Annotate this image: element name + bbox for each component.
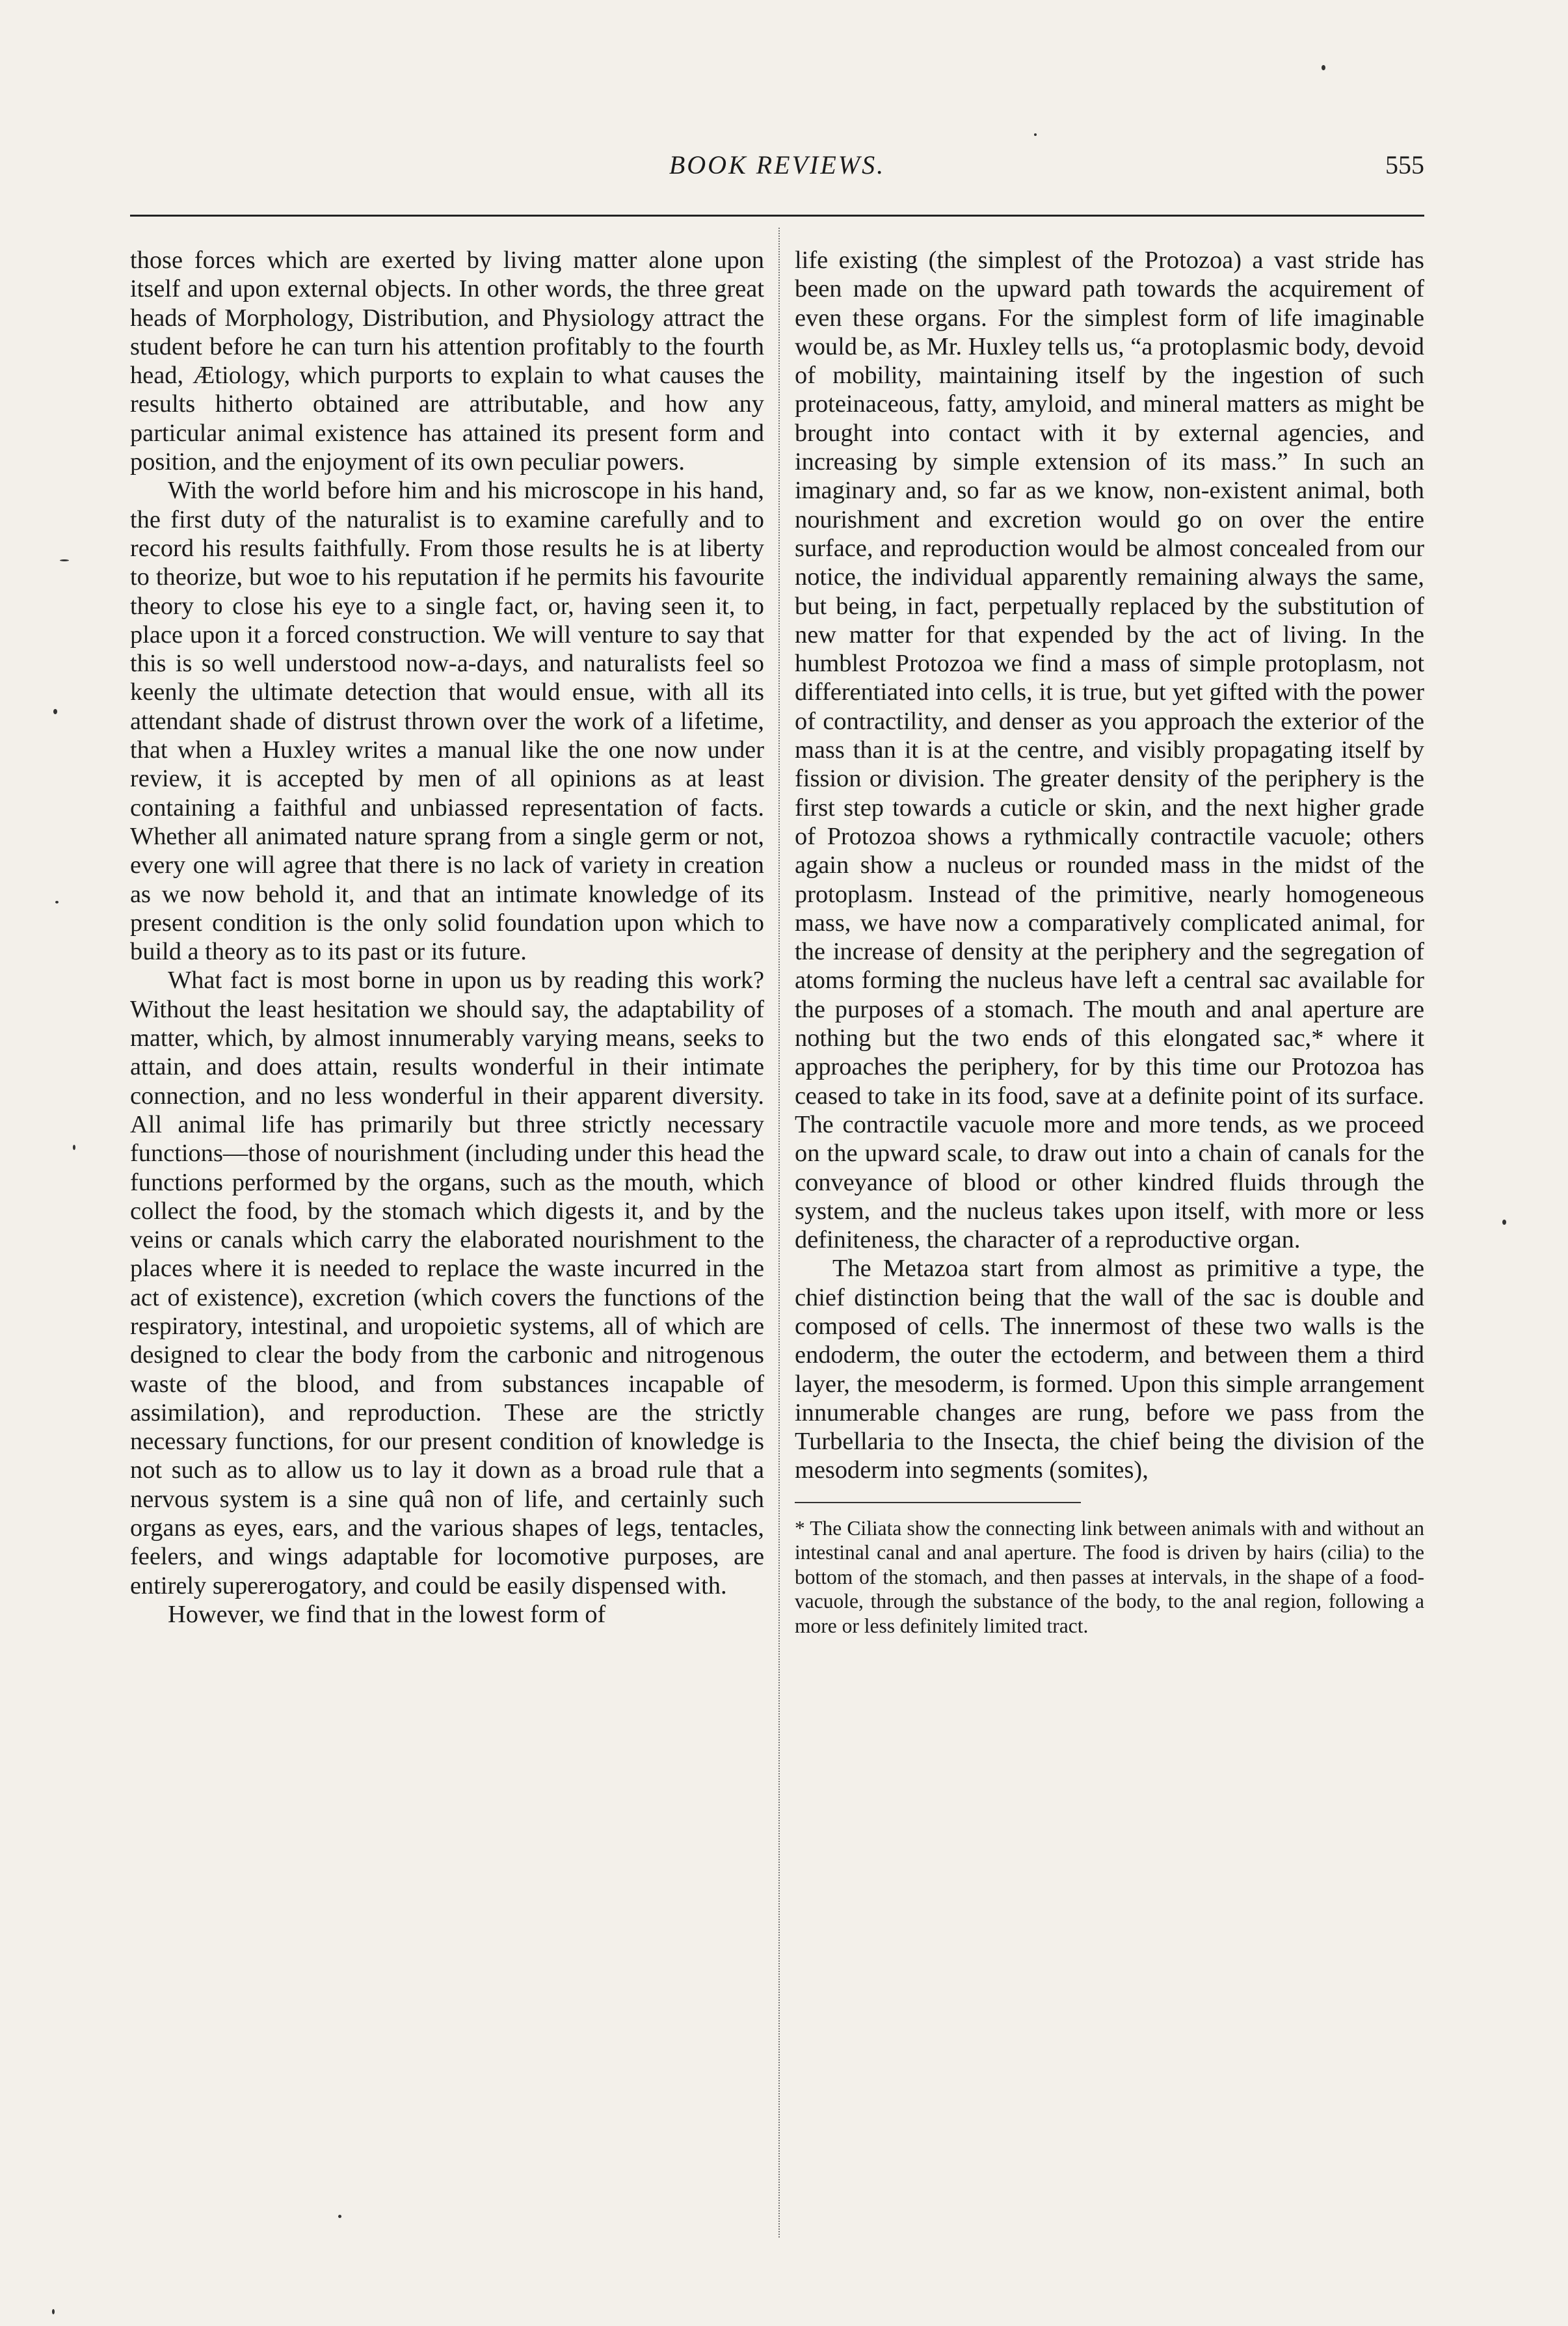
page-header xyxy=(130,150,1424,195)
header-rule xyxy=(130,215,1424,217)
running-title: BOOK REVIEWS. xyxy=(669,150,886,180)
left-paragraph-3: What fact is most borne in upon us by reading this work? Without the least hesitation we should say, the adaptability of matter, which, by almost innumerably varying means, seeks to attain, and does attain, results wonderful in their intimate connection, and no less wonderful in their apparent diversity. All animal life has primarily but three strictly necessary functions—those of nourishment (including under this head the functions performed by the organs, such as the mouth, which collect the food, by the stomach which digests it, and by the veins or canals which carry the elaborated nourishment to the places where it is needed to replace the waste incurred in the act of existence), excretion (which covers the functions of the respiratory, intestinal, and uropoietic systems, all of which are designed to clear the body from the carbonic and nitrogenous waste of the blood, and from substances incapable of assimilation), and reproduction. These are the strictly necessary functions, for our present condition of knowledge is not such as to allow us to lay it down as a broad rule that a nervous system is a sine quâ non of life, and certainly such organs as eyes, ears, and the various shapes of legs, tentacles, feelers, and wings adaptable for locomotive purposes, are entirely supererogatory, and could be easily dispensed with. xyxy=(130,967,764,1599)
speck xyxy=(1034,133,1037,136)
column-divider xyxy=(778,228,780,2238)
footnote-rule xyxy=(795,1502,1081,1503)
speck xyxy=(73,1145,75,1150)
right-paragraph-1: life existing (the simplest of the Protozoa) a vast stride has been made on the upward path towards the acquirement of even these organs. For the simplest form of life imaginable would be, as Mr. Huxley tells us, “a protoplasmic body, devoid of mobility, maintaining itself by the ingestion of such proteinaceous, fatty, amyloid, and mineral matters as might be brought into contact with it by external agencies, and increasing by simple extension of its mass.” In such an imaginary and, so far as we know, non-existent animal, both nourishment and excretion would go on over the entire surface, and reproduction would be almost concealed from our notice, the individual apparently remaining always the same, but being, in fact, perpetually replaced by the substitution of new matter for that expended by the act of living. In the humblest Protozoa we find a mass of simple protoplasm, not differentiated into cells, it is true, but yet gifted with the power of contractility, and denser as you approach the exterior of the mass than it is at the centre, and visibly propagating itself by fission or division. The greater density of the periphery is the first step towards a cuticle or skin, and the next higher grade of Protozoa shows a rythmically contractile vacuole; others again show a nucleus or rounded mass in the midst of the protoplasm. Instead of the primitive, nearly homogeneous mass, we have now a comparatively complicated animal, for the increase of density at the periphery and the segregation of atoms forming the nucleus have left a central sac available for the purposes of a stomach. The mouth and anal aperture are nothing but the two ends of this elongated sac,* where it approaches the periphery, for by this time our Protozoa has ceased to take in its food, save at a definite point of its surface. The contractile vacuole more and more tends, as we proceed on the upward scale, to draw out into a chain of canals for the conveyance of blood or other kindred fluids through the system, and the nucleus takes upon itself, with more or less definiteness, the character of a reproductive organ. xyxy=(795,247,1424,1254)
left-paragraph-1: those forces which are exerted by living matter alone upon itself and upon external objects. In other words, the three great heads of Morphology, Distribution, and Physiology attract the student before he can turn his attention profitably to the fourth head, Ætiology, which purports to explain to what causes the results hitherto obtained are attributable, and how any particular animal existence has attained its present form and position, and the enjoyment of its own peculiar powers. xyxy=(130,247,764,476)
speck xyxy=(53,709,57,714)
right-column xyxy=(795,246,1424,2236)
speck xyxy=(1322,65,1325,70)
right-paragraph-2: The Metazoa start from almost as primitive a type, the chief distinction being that the wall of the sac is double and composed of cells. The innermost of these two walls is the endoderm, the outer the ectoderm, and between them a third layer, the mesoderm, is formed. Upon this simple arrangement innumerable changes are rung, before we pass from the Turbellaria to the Insecta, the chief being the division of the mesoderm into segments (somites), xyxy=(795,1255,1424,1484)
speck xyxy=(1502,1220,1506,1225)
left-paragraph-2: With the world before him and his microscope in his hand, the first duty of the naturalist is to examine carefully and to record his results faithfully. From those results he is at liberty to theorize, but woe to his reputation if he permits his favourite theory to close his eye to a single fact, or, having seen it, to place upon it a forced construction. We will venture to say that this is so well understood now-a-days, and naturalists feel so keenly the ultimate detection that would ensue, with all its attendant shade of distrust thrown over the work of a lifetime, that when a Huxley writes a manual like the one now under review, it is accepted by men of all opinions as at least containing a faithful and unbiassed representation of facts. Whether all animated nature sprang from a single germ or not, every one will agree that there is no lack of variety in creation as we now behold it, and that an intimate knowledge of its present condition is the only solid foundation upon which to build a theory as to its past or its future. xyxy=(130,477,764,966)
speck xyxy=(60,559,69,561)
speck xyxy=(52,2309,55,2314)
page-number: 555 xyxy=(1385,150,1424,180)
footnote: * The Ciliata show the connecting link between animals with and without an intestinal canal and anal aperture. The food is driven by hairs (cilia) to the bottom of the stomach, and then passes at intervals, in the shape of a food-vacuole, through the substance of the body, to the anal region, following a more or less definitely limited tract. xyxy=(795,1516,1424,1637)
left-paragraph-4: However, we find that in the lowest form of xyxy=(168,1600,606,1628)
left-column xyxy=(130,246,764,2236)
speck xyxy=(55,901,59,903)
speck xyxy=(338,2215,341,2218)
